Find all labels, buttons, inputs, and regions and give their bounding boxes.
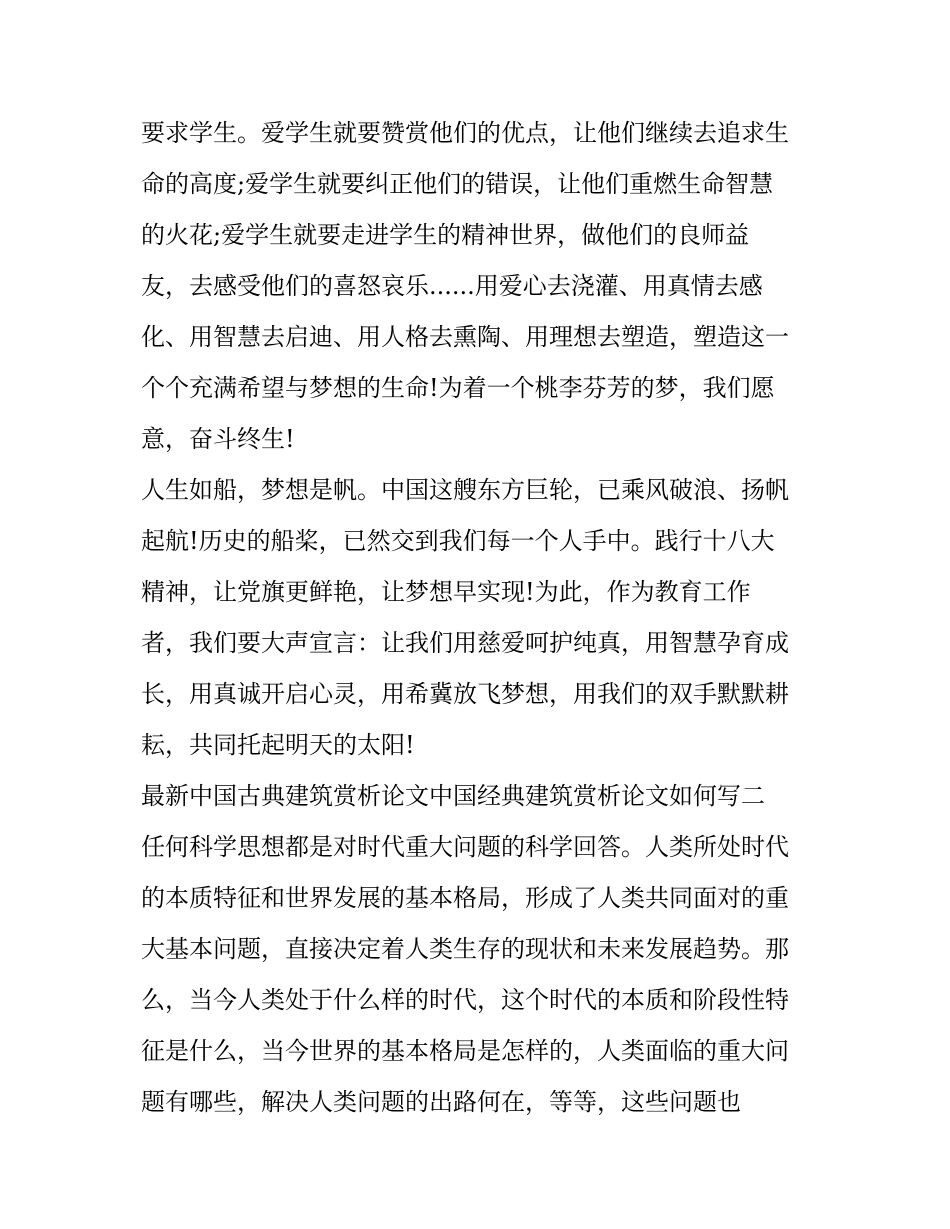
text-line: 任何科学思想都是对时代重大问题的科学回答。人类所处时代 bbox=[141, 833, 789, 861]
text-line: 大基本问题，直接决定着人类生存的现状和未来发展趋势。那 bbox=[141, 935, 789, 963]
text-line: 题有哪些，解决人类问题的出路何在，等等，这些问题也 bbox=[141, 1088, 741, 1116]
text-line: 意，奋斗终生! bbox=[141, 425, 295, 453]
text-line: 者，我们要大声宣言：让我们用慈爱呵护纯真，用智慧孕育成 bbox=[141, 629, 789, 657]
text-line: 耘，共同托起明天的太阳! bbox=[141, 731, 415, 759]
text-line: 么，当今人类处于什么样的时代，这个时代的本质和阶段性特 bbox=[141, 986, 789, 1014]
text-line: 的本质特征和世界发展的基本格局，形成了人类共同面对的重 bbox=[141, 884, 789, 912]
text-line: 友，去感受他们的喜怒哀乐......用爱心去浇灌、用真情去感 bbox=[141, 272, 763, 300]
text-line: 人生如船，梦想是帆。中国这艘东方巨轮，已乘风破浪、扬帆 bbox=[141, 476, 789, 504]
text-line: 起航!历史的船桨，已然交到我们每一个人手中。践行十八大 bbox=[141, 527, 775, 555]
text-line: 要求学生。爱学生就要赞赏他们的优点，让他们继续去追求生 bbox=[141, 119, 789, 147]
text-line: 命的高度;爱学生就要纠正他们的错误，让他们重燃生命智慧 bbox=[141, 170, 774, 198]
text-line: 个个充满希望与梦想的生命!为着一个桃李芬芳的梦，我们愿 bbox=[141, 374, 775, 402]
text-line: 的火花;爱学生就要走进学生的精神世界，做他们的良师益 bbox=[141, 221, 750, 249]
text-line: 长，用真诚开启心灵，用希冀放飞梦想，用我们的双手默默耕 bbox=[141, 680, 789, 708]
text-line: 精神，让党旗更鲜艳，让梦想早实现!为此，作为教育工作 bbox=[141, 578, 751, 606]
text-line: 征是什么，当今世界的基本格局是怎样的，人类面临的重大问 bbox=[141, 1037, 789, 1065]
section-heading: 最新中国古典建筑赏析论文中国经典建筑赏析论文如何写二 bbox=[141, 782, 765, 810]
body-text bbox=[141, 108, 821, 1128]
text-line: 化、用智慧去启迪、用人格去熏陶、用理想去塑造，塑造这一 bbox=[141, 323, 789, 351]
